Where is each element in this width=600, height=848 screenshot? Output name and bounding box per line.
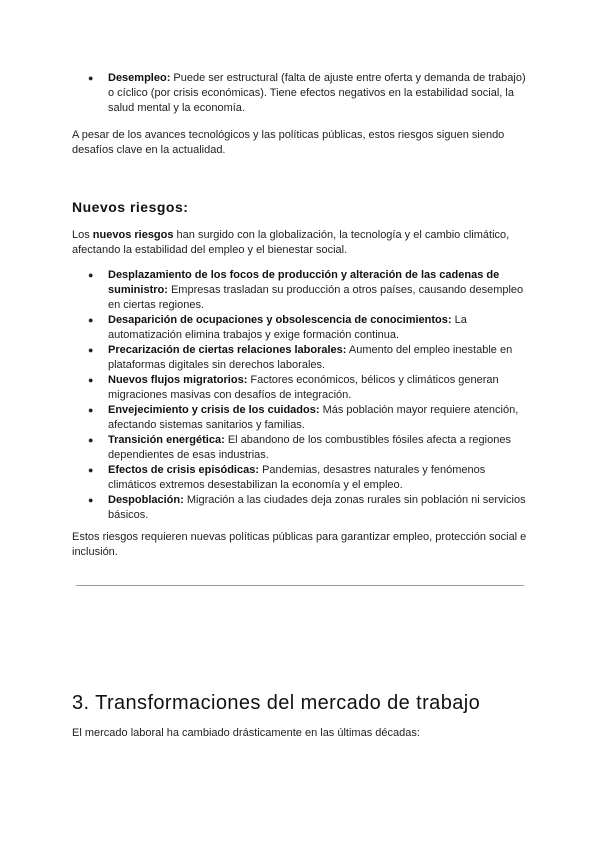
item-text: Más población mayor requiere atención, afectando sistemas sanitarios y familias. bbox=[108, 404, 519, 431]
nuevos-outro-paragraph: Estos riesgos requieren nuevas políticas públicas para garantizar empleo, protección social e inclusión. bbox=[72, 531, 527, 558]
list-item bbox=[72, 343, 528, 373]
item-text: Factores económicos, bélicos y climáticos generan migraciones masivas con desafíos de integración. bbox=[108, 374, 499, 401]
item-term: Efectos de crisis episódicas: bbox=[108, 464, 260, 476]
list-item bbox=[72, 373, 528, 403]
list-item bbox=[72, 433, 528, 463]
list-item bbox=[72, 313, 528, 343]
item-text: Puede ser estructural (falta de ajuste entre oferta y demanda de trabajo) o cíclico (por crisis económicas). Tiene efectos negativos en la estabilidad social, la salud mental y la economía. bbox=[108, 72, 526, 114]
item-text: Aumento del empleo inestable en plataformas digitales sin derechos laborales. bbox=[108, 344, 513, 371]
item-term: Transición energética: bbox=[108, 434, 225, 446]
section-3-heading: 3. Transformaciones del mercado de trabajo bbox=[72, 692, 481, 714]
list-item bbox=[72, 493, 528, 523]
closing-paragraph: A pesar de los avances tecnológicos y las políticas públicas, estos riesgos siguen siendo desafíos clave en la actualidad. bbox=[72, 129, 505, 156]
intro-bold: nuevos riesgos bbox=[92, 229, 174, 241]
item-term: Nuevos flujos migratorios: bbox=[108, 374, 248, 386]
item-text: El abandono de los combustibles fósiles afecta a regiones dependientes de esas industrias. bbox=[108, 434, 511, 461]
list-item bbox=[72, 71, 528, 116]
nuevos-intro-paragraph bbox=[72, 228, 528, 258]
top-bullet-list bbox=[72, 71, 528, 116]
horizontal-divider bbox=[76, 585, 524, 586]
list-item bbox=[72, 403, 528, 433]
item-term: Precarización de ciertas relaciones laborales: bbox=[108, 344, 347, 356]
intro-pre: Los bbox=[72, 229, 93, 241]
item-term: Desaparición de ocupaciones y obsolescencia de conocimientos: bbox=[108, 314, 452, 326]
item-term: Desplazamiento de los focos de producción y alteración de las cadenas de suministro: bbox=[108, 269, 500, 296]
list-item bbox=[72, 268, 528, 313]
item-text: Migración a las ciudades deja zonas rurales sin población ni servicios básicos. bbox=[108, 494, 526, 521]
item-text: Pandemias, desastres naturales y fenómenos climáticos extremos desestabilizan la economía y el empleo. bbox=[108, 464, 486, 491]
intro-post: han surgido con la globalización, la tecnología y el cambio climático, afectando la estabilidad del empleo y el bienestar social. bbox=[72, 229, 510, 256]
list-item bbox=[72, 463, 528, 493]
item-term: Despoblación: bbox=[108, 494, 184, 506]
nuevos-riesgos-list bbox=[72, 268, 528, 523]
item-text: Empresas trasladan su producción a otros países, causando desempleo en ciertas regiones. bbox=[108, 284, 524, 311]
section-3-intro: El mercado laboral ha cambiado drásticamente en las últimas décadas: bbox=[72, 727, 420, 739]
item-term: Desempleo: bbox=[108, 72, 171, 84]
item-text: La automatización elimina trabajos y exige formación continua. bbox=[108, 314, 467, 341]
item-term: Envejecimiento y crisis de los cuidados: bbox=[108, 404, 320, 416]
nuevos-riesgos-heading: Nuevos riesgos: bbox=[72, 199, 189, 215]
